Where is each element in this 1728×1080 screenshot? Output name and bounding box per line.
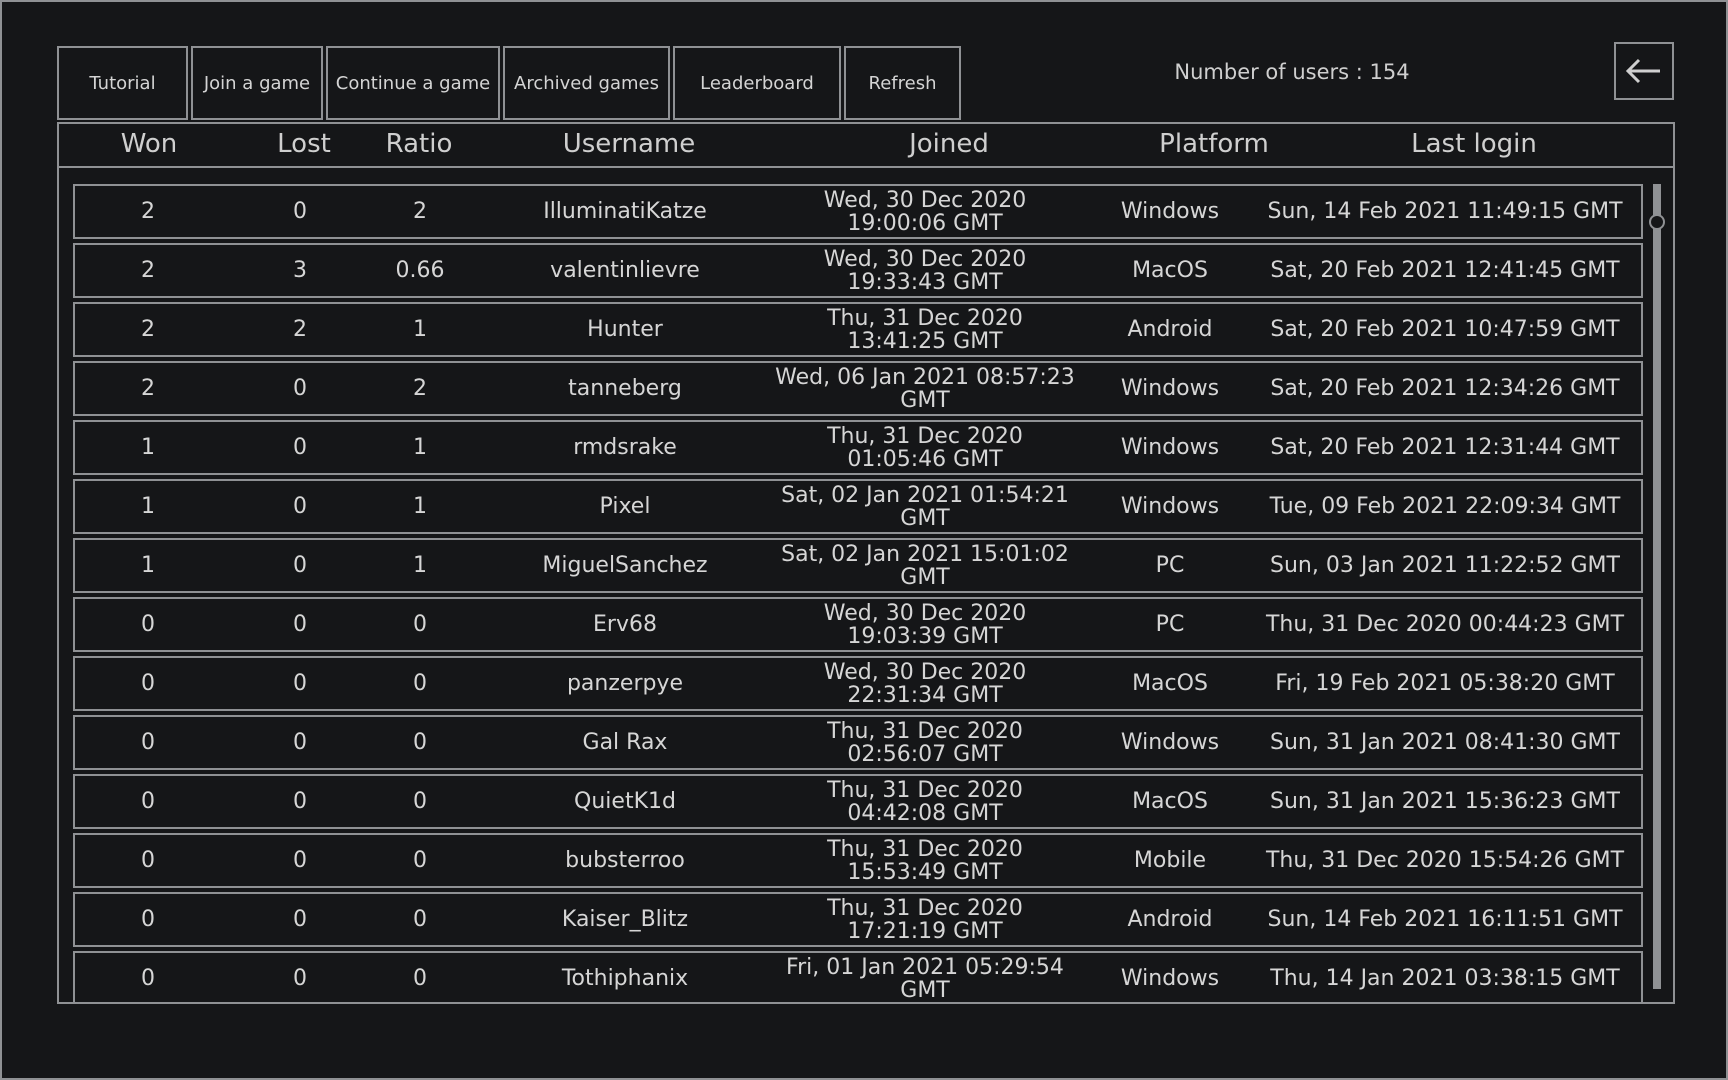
won-cell: 2 [141,376,155,401]
header-won: Won [120,129,178,159]
joined-cell: Thu, 31 Dec 2020 04:42:08 GMT [827,777,1023,826]
ratio-cell: 0 [413,789,427,814]
username-cell: QuietK1d [574,789,676,814]
last-login-cell: Sun, 14 Feb 2021 11:49:15 GMT [1267,199,1623,224]
lost-cell: 0 [293,376,307,401]
lost-cell: 0 [293,671,307,696]
header-last-login: Last login [1411,129,1537,159]
last-login-cell: Sun, 03 Jan 2021 11:22:52 GMT [1270,553,1620,578]
ratio-cell: 0 [413,730,427,755]
tab-bar [57,46,964,120]
leaderboard-tab[interactable]: Leaderboard [673,46,841,120]
ratio-cell: 2 [413,199,427,224]
won-cell: 1 [141,553,155,578]
platform-cell: PC [1155,553,1185,578]
table-row[interactable] [73,479,1643,534]
username-cell: Kaiser_Blitz [561,907,689,932]
username-cell: bubsterroo [565,848,685,873]
platform-cell: MacOS [1132,671,1208,696]
scrollbar-track[interactable] [1653,184,1661,989]
lost-cell: 0 [293,435,307,460]
lost-cell: 0 [293,907,307,932]
archived-games-tab[interactable]: Archived games [503,46,670,120]
joined-cell: Wed, 30 Dec 2020 19:03:39 GMT [823,600,1027,649]
username-cell: panzerpye [566,671,684,696]
table-row[interactable] [73,951,1643,1004]
joined-cell: Thu, 31 Dec 2020 17:21:19 GMT [827,895,1023,944]
platform-cell: Windows [1120,435,1220,460]
lost-cell: 0 [293,553,307,578]
won-cell: 2 [141,199,155,224]
won-cell: 0 [141,789,155,814]
username-cell: Erv68 [593,612,657,637]
header-platform: Platform [1159,129,1269,159]
platform-cell: Mobile [1133,848,1207,873]
leaderboard-table [57,122,1675,1004]
last-login-cell: Sun, 14 Feb 2021 16:11:51 GMT [1267,907,1623,932]
joined-cell: Fri, 01 Jan 2021 05:29:54 GMT [786,954,1064,1003]
won-cell: 0 [141,907,155,932]
lost-cell: 0 [293,848,307,873]
last-login-cell: Thu, 31 Dec 2020 00:44:23 GMT [1265,612,1625,637]
ratio-cell: 0 [413,907,427,932]
table-row[interactable] [73,715,1643,770]
username-cell: tanneberg [568,376,682,401]
table-body [73,184,1643,1004]
won-cell: 0 [141,671,155,696]
platform-cell: PC [1155,612,1185,637]
table-row[interactable] [73,184,1643,239]
join-game-tab[interactable]: Join a game [191,46,323,120]
platform-cell: Windows [1120,966,1220,991]
joined-cell: Thu, 31 Dec 2020 13:41:25 GMT [827,305,1023,354]
platform-cell: Android [1127,907,1213,932]
header-lost: Lost [277,129,331,159]
ratio-cell: 0 [413,848,427,873]
ratio-cell: 1 [413,494,427,519]
continue-game-tab[interactable]: Continue a game [326,46,500,120]
last-login-cell: Tue, 09 Feb 2021 22:09:34 GMT [1269,494,1621,519]
joined-cell: Wed, 30 Dec 2020 19:33:43 GMT [823,246,1027,295]
ratio-cell: 1 [413,553,427,578]
username-cell: Gal Rax [582,730,668,755]
platform-cell: Windows [1120,494,1220,519]
username-cell: MiguelSanchez [542,553,708,578]
lost-cell: 2 [293,317,307,342]
back-button[interactable] [1614,42,1674,100]
table-row[interactable] [73,656,1643,711]
platform-cell: MacOS [1132,258,1208,283]
joined-cell: Thu, 31 Dec 2020 02:56:07 GMT [827,718,1023,767]
lost-cell: 0 [293,966,307,991]
ratio-cell: 0.66 [395,258,445,283]
joined-cell: Sat, 02 Jan 2021 01:54:21 GMT [781,482,1069,531]
last-login-cell: Sat, 20 Feb 2021 12:41:45 GMT [1270,258,1620,283]
username-cell: rmdsrake [573,435,677,460]
joined-cell: Thu, 31 Dec 2020 01:05:46 GMT [827,423,1023,472]
joined-cell: Wed, 30 Dec 2020 19:00:06 GMT [823,187,1027,236]
table-row[interactable] [73,302,1643,357]
table-row[interactable] [73,597,1643,652]
joined-cell: Wed, 30 Dec 2020 22:31:34 GMT [823,659,1027,708]
scrollbar-thumb[interactable] [1649,214,1665,230]
tutorial-tab[interactable]: Tutorial [57,46,188,120]
won-cell: 0 [141,730,155,755]
platform-cell: Windows [1120,376,1220,401]
won-cell: 1 [141,494,155,519]
last-login-cell: Sat, 20 Feb 2021 12:31:44 GMT [1270,435,1620,460]
joined-cell: Wed, 06 Jan 2021 08:57:23 GMT [775,364,1075,413]
won-cell: 2 [141,317,155,342]
ratio-cell: 1 [413,317,427,342]
won-cell: 0 [141,966,155,991]
username-cell: Pixel [599,494,651,519]
won-cell: 2 [141,258,155,283]
last-login-cell: Sat, 20 Feb 2021 12:34:26 GMT [1270,376,1620,401]
lost-cell: 0 [293,199,307,224]
lost-cell: 0 [293,612,307,637]
ratio-cell: 2 [413,376,427,401]
last-login-cell: Thu, 31 Dec 2020 15:54:26 GMT [1265,848,1625,873]
ratio-cell: 1 [413,435,427,460]
username-cell: Tothiphanix [561,966,689,991]
last-login-cell: Sun, 31 Jan 2021 15:36:23 GMT [1270,789,1620,814]
table-row[interactable] [73,833,1643,888]
table-row[interactable] [73,361,1643,416]
lost-cell: 0 [293,494,307,519]
table-header [59,124,1673,168]
username-cell: IlluminatiKatze [543,199,707,224]
won-cell: 1 [141,435,155,460]
joined-cell: Thu, 31 Dec 2020 15:53:49 GMT [827,836,1023,885]
lost-cell: 3 [293,258,307,283]
refresh-button[interactable]: Refresh [844,46,961,120]
ratio-cell: 0 [413,966,427,991]
lost-cell: 0 [293,730,307,755]
last-login-cell: Fri, 19 Feb 2021 05:38:20 GMT [1275,671,1615,696]
platform-cell: Android [1127,317,1213,342]
last-login-cell: Thu, 14 Jan 2021 03:38:15 GMT [1270,966,1620,991]
ratio-cell: 0 [413,671,427,696]
users-count: Number of users : 154 [1174,60,1410,84]
table-row[interactable] [73,538,1643,593]
last-login-cell: Sat, 20 Feb 2021 10:47:59 GMT [1270,317,1620,342]
platform-cell: MacOS [1132,789,1208,814]
header-username: Username [562,129,696,159]
arrow-left-icon [1624,56,1664,86]
table-row[interactable] [73,420,1643,475]
table-row[interactable] [73,774,1643,829]
lost-cell: 0 [293,789,307,814]
ratio-cell: 0 [413,612,427,637]
header-ratio: Ratio [385,129,453,159]
joined-cell: Sat, 02 Jan 2021 15:01:02 GMT [781,541,1069,590]
header-joined: Joined [909,129,989,159]
username-cell: valentinlievre [550,258,700,283]
last-login-cell: Sun, 31 Jan 2021 08:41:30 GMT [1270,730,1620,755]
won-cell: 0 [141,612,155,637]
table-row[interactable] [73,243,1643,298]
table-row[interactable] [73,892,1643,947]
platform-cell: Windows [1120,730,1220,755]
platform-cell: Windows [1120,199,1220,224]
username-cell: Hunter [587,317,663,342]
won-cell: 0 [141,848,155,873]
